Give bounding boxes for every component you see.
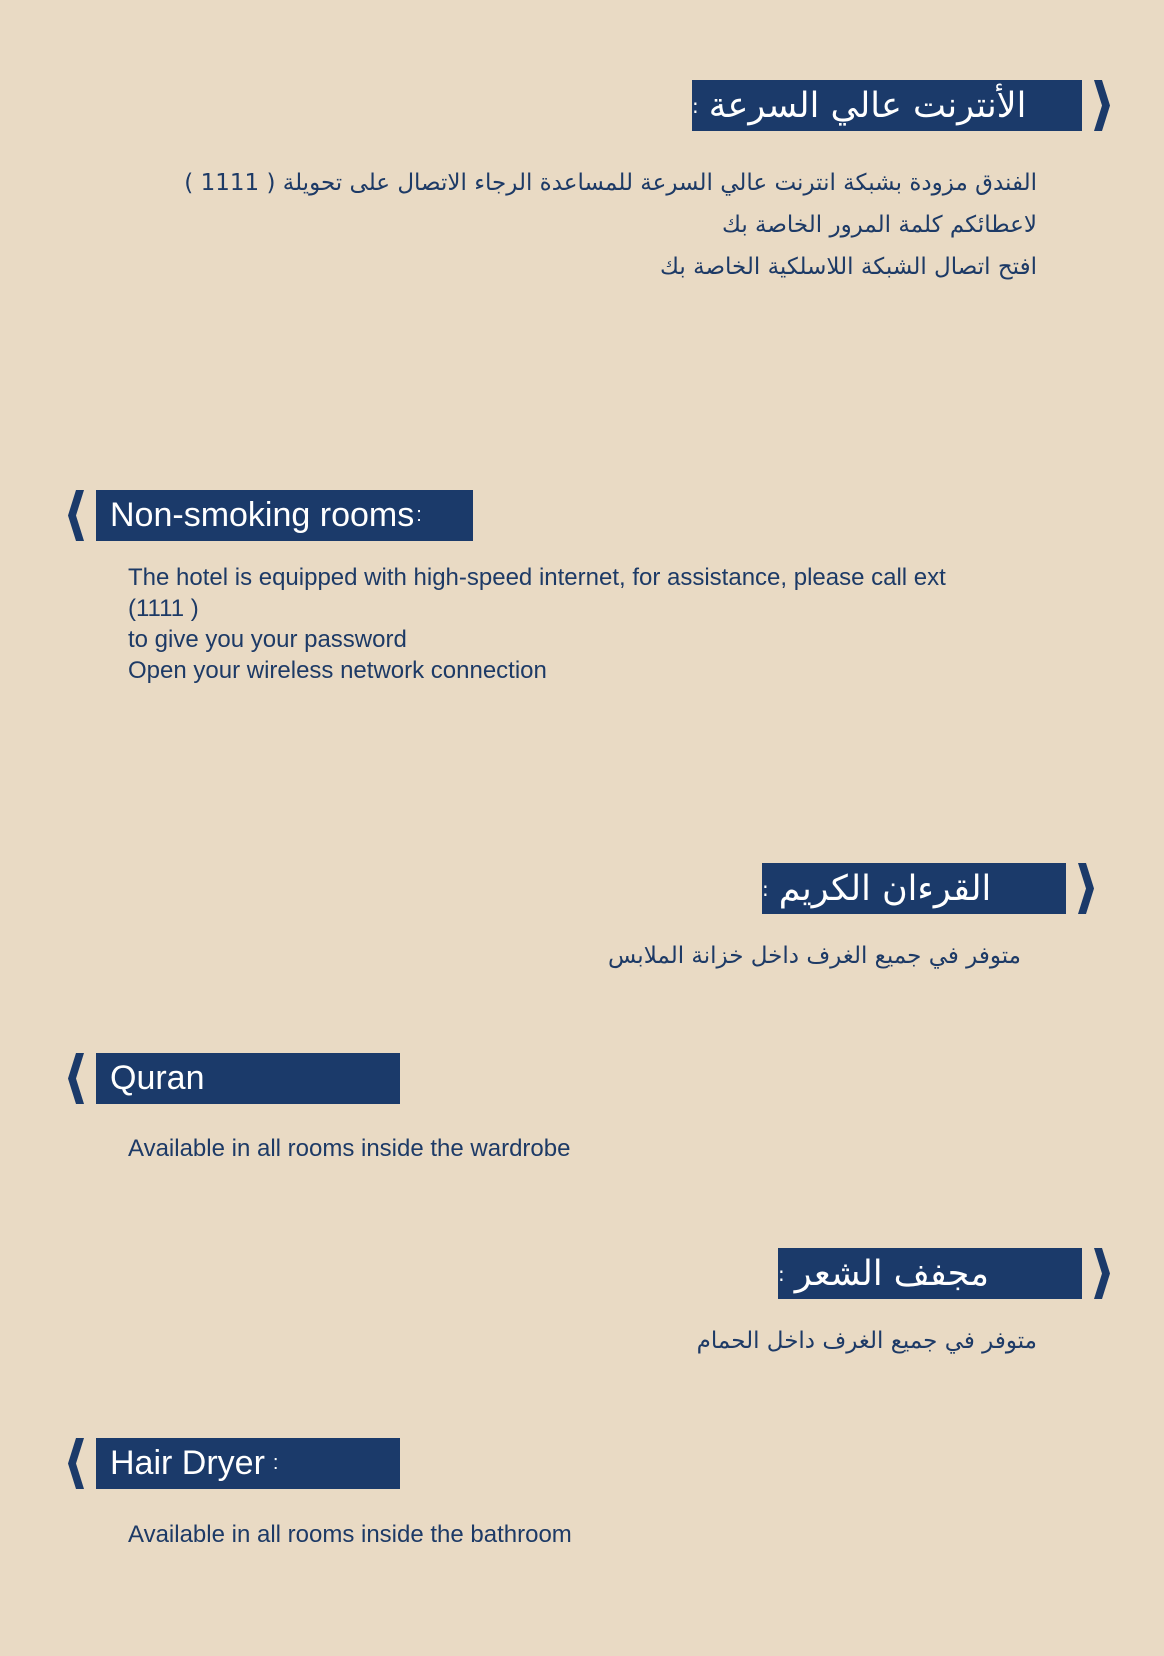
section-title: Non-smoking rooms <box>110 496 415 534</box>
section-title-bar <box>96 490 473 541</box>
body-line: افتح اتصال الشبكة اللاسلكية الخاصة بك <box>660 254 1037 280</box>
section-title: Quran <box>110 1059 205 1097</box>
section-title-bar <box>96 1053 400 1104</box>
body-line: (1111 ) <box>128 595 199 622</box>
section-body <box>608 935 1021 977</box>
body-line: متوفر في جميع الغرف داخل خزانة الملابس <box>607 943 1021 969</box>
chevron-right-icon <box>1092 80 1112 131</box>
section-body <box>128 1133 1008 1164</box>
chevron-left-icon <box>66 490 86 541</box>
section-title-bar <box>96 1438 400 1489</box>
chevron-right-icon <box>1092 1248 1112 1299</box>
section-title: مجفف الشعر <box>794 1253 989 1294</box>
section-body <box>184 162 1037 288</box>
section-title: Hair Dryer <box>110 1444 265 1482</box>
chevron-left-icon <box>66 1053 86 1104</box>
section-body <box>128 562 1008 686</box>
title-colon: : <box>778 1261 785 1286</box>
body-line: to give you your password <box>128 626 407 653</box>
chevron-right-icon <box>1076 863 1096 914</box>
body-line: لاعطائكم كلمة المرور الخاصة بك <box>721 212 1037 238</box>
body-line: Available in all rooms inside the bathroom <box>128 1521 572 1548</box>
title-colon: : <box>762 876 769 901</box>
body-line: The hotel is equipped with high-speed internet, for assistance, please call ext <box>128 564 946 591</box>
section-title: الأنترنت عالي السرعة <box>708 85 1027 126</box>
section-body <box>128 1519 1008 1550</box>
section-title-bar <box>762 863 1066 914</box>
title-colon: : <box>416 504 422 526</box>
section-body <box>697 1320 1037 1362</box>
body-line: Open your wireless network connection <box>128 657 547 684</box>
body-line: Available in all rooms inside the wardrobe <box>128 1135 571 1162</box>
title-colon: : <box>692 93 699 118</box>
body-line: الفندق مزودة بشبكة انترنت عالي السرعة للمساعدة الرجاء الاتصال على تحويلة ( 1111 ) <box>184 170 1037 196</box>
body-line: متوفر في جميع الغرف داخل الحمام <box>696 1328 1037 1354</box>
section-title-bar <box>692 80 1082 131</box>
chevron-left-icon <box>66 1438 86 1489</box>
title-colon: : <box>272 1452 279 1474</box>
section-title: القرءان الكريم <box>778 868 992 909</box>
section-title-bar <box>778 1248 1082 1299</box>
